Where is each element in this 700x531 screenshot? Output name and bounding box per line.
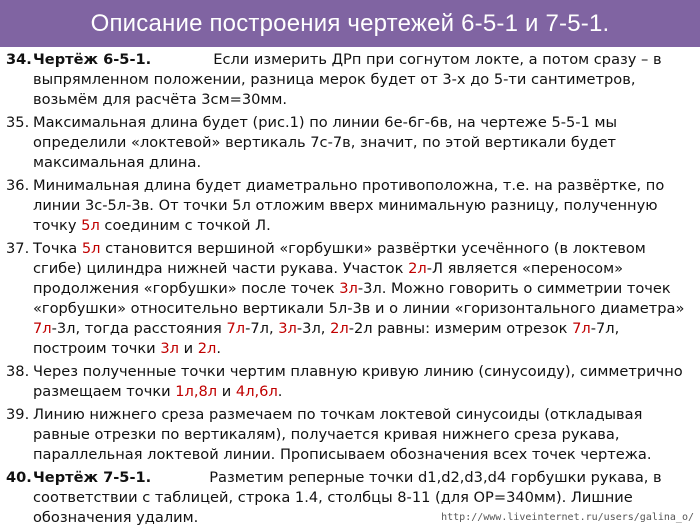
point-label: 7л: [33, 320, 52, 337]
section-heading: Чертёж 7-5-1.: [33, 469, 152, 486]
list-item-39: [0, 405, 700, 465]
item-number: 37.: [6, 240, 30, 257]
point-label: 1л,8л: [175, 383, 218, 400]
point-label: 3л: [339, 280, 358, 297]
source-url: http://www.liveinternet.ru/users/galina_o/: [441, 512, 694, 523]
point-label: 5л: [81, 217, 100, 234]
item-number: 36.: [6, 177, 30, 194]
item-text: -7л,: [245, 320, 279, 337]
item-text: -3л,: [296, 320, 331, 337]
item-text: .: [277, 383, 283, 400]
point-label: 3л: [160, 340, 179, 357]
section-heading: Чертёж 6-5-1.: [33, 51, 152, 68]
list-item-36: [0, 176, 700, 236]
point-label: 2л: [408, 260, 427, 277]
list-item-34: [0, 50, 700, 110]
list-item-37: [0, 239, 700, 359]
item-text: Через полученные точки чертим плавную кривую линию (синусоиду), симметрично размещаем точки: [33, 363, 683, 400]
item-text: Минимальная длина будет диаметрально противоположна, т.е. на развёртке, по линии 3с-5л-3в. От точки 5л отложим вверх минимальную разницу, полученную точку: [33, 177, 665, 234]
item-text: -3л, тогда расстояния: [51, 320, 227, 337]
point-label: 2л: [197, 340, 217, 357]
list-item-38: [0, 362, 700, 402]
point-label: 4л,6л: [235, 383, 278, 400]
slide-title: Описание построения чертежей 6-5-1 и 7-5-1.: [90, 9, 610, 37]
item-text: Если измерить ДРп при согнутом локте, а потом сразу – в выпрямленном положении, разница мерок будет от 3-х до 5-ти сантиметров, возьмём для расчёта 3см=30мм.: [33, 51, 662, 108]
item-text: становится вершиной «горбушки» развёртки усечённого (в локтевом сгибе) цилиндра нижней части рукава. Участок: [33, 240, 646, 277]
item-text: -Л является «переносом» продолжения «горбушки» после точек: [33, 260, 624, 297]
item-number: 39.: [6, 406, 30, 423]
item-text: .: [216, 340, 221, 357]
item-text: Разметим реперные точки d1,d2,d3,d4 горбушки рукава, в соответствии с таблицей, строка 1.4, столбцы 8-11 (для ОР=340мм). Лишние обозначения удалим.: [33, 469, 662, 526]
instruction-list: [0, 50, 700, 531]
item-text: Максимальная длина будет (рис.1) по линии 6е-6г-6в, на чертеже 5-5-1 мы определили «локтевой» вертикаль 7с-7в, значит, по этой вертикали будет максимальная длина.: [33, 114, 618, 171]
point-label: 7л: [572, 320, 591, 337]
item-text: и: [217, 383, 236, 400]
item-text: -2л равны: измерим отрезок: [348, 320, 573, 337]
point-label: 7л: [226, 320, 246, 337]
point-label: 5л: [81, 240, 101, 257]
item-number: 35.: [6, 114, 30, 131]
item-text: и: [178, 340, 198, 357]
item-text: соединим с точкой Л.: [99, 217, 271, 234]
item-text: -7л, построим точки: [33, 320, 620, 357]
item-number: 34.: [6, 51, 32, 68]
item-text: Линию нижнего среза размечаем по точкам локтевой синусоиды (откладывая равные отрезки по вертикалям), получается кривая нижнего среза рукава, параллельная локтевой линии. Прописываем обозначения всех точек чертежа.: [33, 406, 652, 463]
point-label: 3л: [278, 320, 297, 337]
list-item-35: [0, 113, 700, 173]
item-number: 40.: [6, 469, 32, 486]
point-label: 2л: [330, 320, 349, 337]
item-text: Точка: [33, 240, 82, 257]
item-text: -3л. Можно говорить о симметрии точек «горбушки» относительно вертикали 5л-3в и о линии «горизонтального диаметра»: [33, 280, 685, 317]
slide-title-bar: [0, 0, 700, 47]
item-number: 38.: [6, 363, 30, 380]
